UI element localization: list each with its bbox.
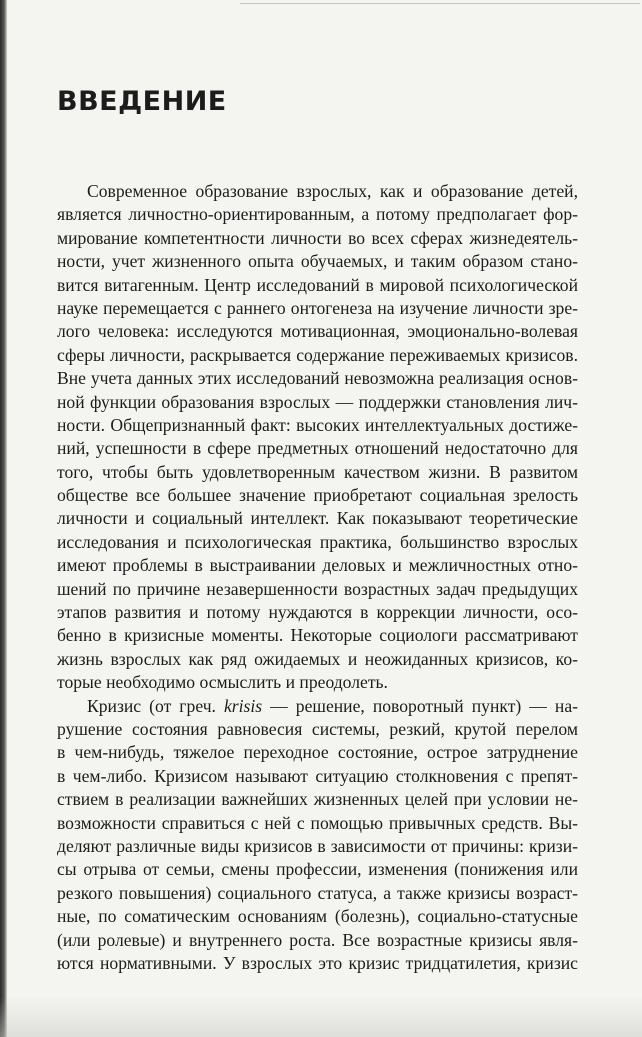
text-line: того, чтобы быть удовлетворенным качеством жизни. В развитом: [57, 461, 578, 482]
text-line: этапов развития и потому нуждаются в коррекции личности, осо-: [57, 602, 578, 623]
text-line: Вне учета данных этих исследований невозможна реализация основ-: [57, 368, 578, 389]
paragraph-2: [57, 695, 578, 976]
text-line: имеют проблемы в выстраивании деловых и межличностных отно-: [57, 555, 578, 576]
text-line: (или ролевые) и внутреннего роста. Все возрастные кризисы явля-: [57, 929, 578, 950]
text-line: ные, по соматическим основаниям (болезнь), социально-статусные: [57, 906, 578, 927]
text-line: шений по причине незавершенности возрастных задач предыдущих: [57, 578, 578, 599]
top-rule: [240, 3, 640, 4]
text-line: ний, успешности в сфере предметных отношений недостаточно для: [57, 438, 578, 459]
text-line: ности, учет жизненного опыта обучаемых, и таким образом стано-: [57, 251, 578, 272]
text-line: резкого повышения) социального статуса, а также кризисы возраст-: [57, 882, 578, 903]
text-line: Кризис (от греч. krisis — решение, поворотный пункт) — на-: [87, 695, 578, 716]
text-line: ной функции образования взрослых — поддержки становления лич-: [57, 391, 578, 412]
text-line: сферы личности, раскрывается содержание переживаемых кризисов.: [57, 344, 578, 365]
text-line: мирование компетентности личности во всех сферах жизнедеятель-: [57, 227, 578, 248]
paragraph-1: [57, 180, 578, 695]
text-line: возможности справиться с ней с помощью привычных средств. Вы-: [57, 812, 578, 833]
text-line: ются нормативными. У взрослых это кризис тридцатилетия, кризис: [57, 952, 578, 973]
text-line: вится витагенным. Центр исследований в мировой психологической: [57, 274, 578, 295]
text-line: бенно в кризисные моменты. Некоторые социологи рассматривают: [57, 625, 578, 646]
text-line: лого человека: исследуются мотивационная, эмоционально-волевая: [57, 321, 578, 342]
text-line: науке перемещается с раннего онтогенеза на изучение личности зре-: [57, 297, 578, 318]
body-text: [57, 180, 578, 975]
text-line: ствием в реализации важнейших жизненных целей при условии не-: [57, 789, 578, 810]
page-title: ВВЕДЕНИЕ: [57, 86, 227, 117]
text-line: личности и социальный интеллект. Как показывают теоретические: [57, 508, 578, 529]
text-line: является личностно-ориентированным, а потому предполагает фор-: [57, 204, 578, 225]
text-line: жизнь взрослых как ряд ожидаемых и неожиданных кризисов, ко-: [57, 648, 578, 669]
text-line: в чем-нибудь, тяжелое переходное состояние, острое затруднение: [57, 742, 578, 763]
italic-term: krisis: [223, 695, 263, 716]
text-line: рушение состояния равновесия системы, резкий, крутой перелом: [57, 718, 578, 739]
text-line: исследования и психологическая практика, большинство взрослых: [57, 531, 578, 552]
text-line: Современное образование взрослых, как и образование детей,: [87, 181, 578, 201]
text-line: деляют различные виды кризисов в зависимости от причины: кризи-: [57, 835, 578, 856]
page-binding-edge: [0, 0, 7, 1037]
text-line: сы отрыва от семьи, смены профессии, изменения (понижения или: [57, 859, 578, 880]
text-line: ности. Общепризнанный факт: высоких интеллектуальных достиже-: [57, 414, 578, 435]
text-line: торые необходимо осмыслить и преодолеть.: [57, 672, 388, 693]
page-bottom-shadow: [0, 997, 642, 1037]
text-line: в чем-либо. Кризисом называют ситуацию столкновения с препят-: [57, 765, 578, 786]
text-line: обществе все большее значение приобретают социальная зрелость: [57, 485, 578, 506]
